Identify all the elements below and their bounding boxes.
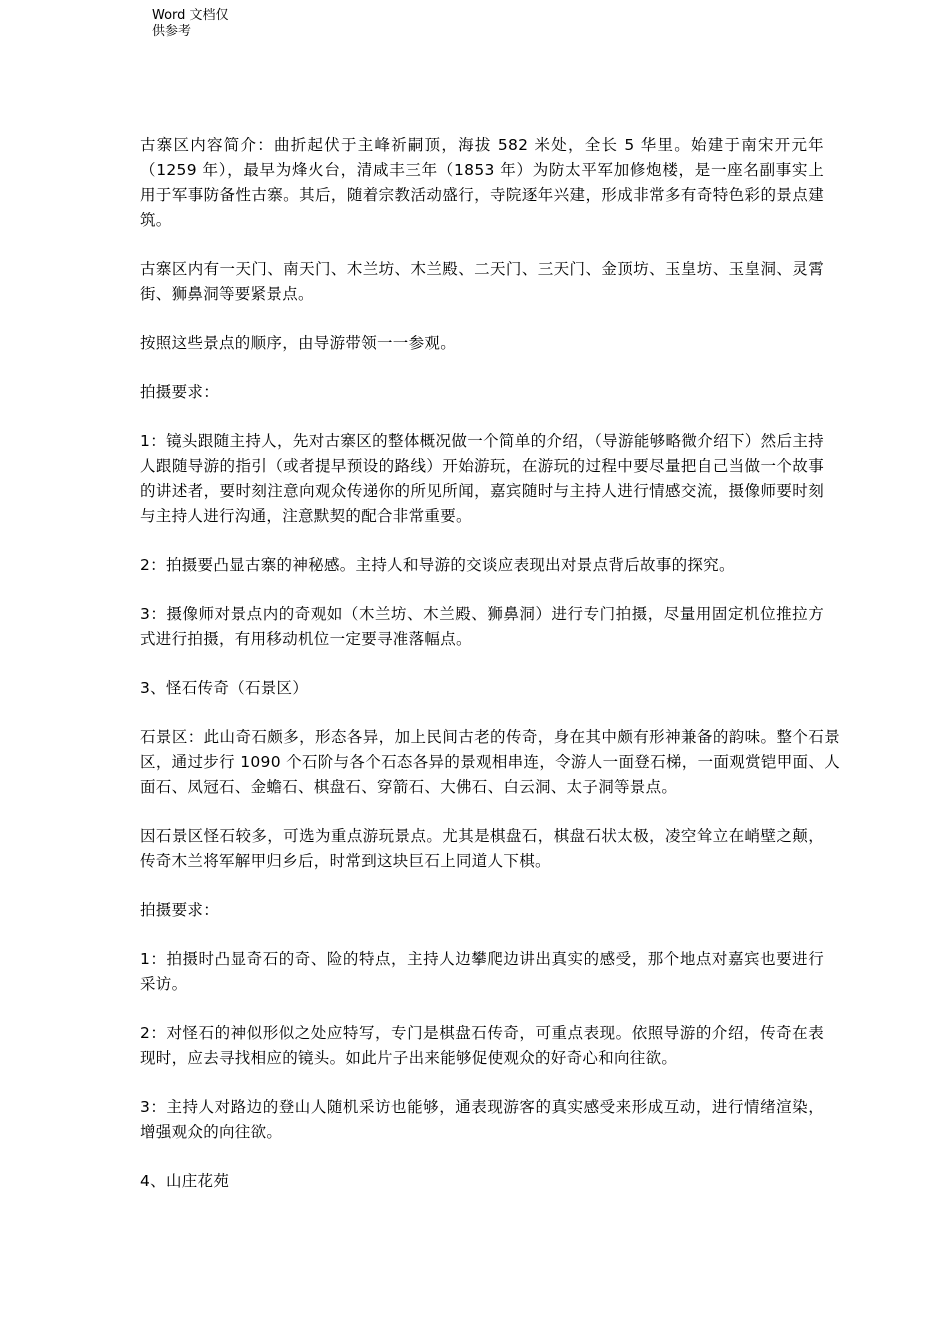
paragraph-requirements-heading-2: 拍摄要求： <box>140 901 220 919</box>
paragraph-stone-area: 石景区：此山奇石颇多，形态各异，加上民间古老的传奇，身在其中颇有形神兼备的韵味。整个石景区，通过步行 1090 个石阶与各个石态各异的景观相串连，令游人一面登石梯，一面观赏铠甲面、人面石、凤冠石、金蟾石、棋盘石、穿箭石、大佛石、白云洞、太子洞等景点。 <box>140 728 840 796</box>
paragraph-intro: 古寨区内容简介：曲折起伏于主峰祈嗣顶，海拔 582 米处，全长 5 华里。始建于南宋开元年（1259 年），最早为烽火台，清咸丰三年（1853 年）为防太平军加修炮楼，是一座名副事实上用于军事防备性古寨。其后，随着宗教活动盛行，寺院逐年兴建，形成非常多有奇特色彩的景点建筑。 <box>140 136 824 229</box>
paragraph-order: 按照这些景点的顺序，由导游带领一一参观。 <box>140 334 457 352</box>
paragraph-requirement-1: 1：镜头跟随主持人，先对古寨区的整体概况做一个简单的介绍，（导游能够略微介绍下）然后主持人跟随导游的指引（或者提早预设的路线）开始游玩，在游玩的过程中要尽量把自己当做一个故事的讲述者，要时刻注意向观众传递你的所见所闻，嘉宾随时与主持人进行情感交流，摄像师要时刻与主持人进行沟通，注意默契的配合非常重要。 <box>140 432 824 525</box>
section-heading-stone: 3、怪石传奇（石景区） <box>140 679 309 697</box>
paragraph-stone-requirement-1: 1：拍摄时凸显奇石的奇、险的特点，主持人边攀爬边讲出真实的感受，那个地点对嘉宾也要进行采访。 <box>140 950 824 993</box>
paragraph-spots: 古寨区内有一天门、南天门、木兰坊、木兰殿、二天门、三天门、金顶坊、玉皇坊、玉皇洞、灵霄街、狮鼻洞等要紧景点。 <box>140 260 824 303</box>
page-header: Word 文档仅供参考 <box>152 8 229 39</box>
paragraph-chessboard-stone: 因石景区怪石较多，可选为重点游玩景点。尤其是棋盘石，棋盘石状太极，凌空耸立在峭壁之颠，传奇木兰将军解甲归乡后，时常到这块巨石上同道人下棋。 <box>140 827 824 870</box>
paragraph-requirements-heading: 拍摄要求： <box>140 383 220 401</box>
paragraph-stone-requirement-3: 3：主持人对路边的登山人随机采访也能够，通表现游客的真实感受来形成互动，进行情绪渲染，增强观众的向往欲。 <box>140 1098 824 1141</box>
section-heading-garden: 4、山庄花苑 <box>140 1172 230 1190</box>
paragraph-requirement-2: 2：拍摄要凸显古寨的神秘感。主持人和导游的交谈应表现出对景点背后故事的探究。 <box>140 556 735 574</box>
paragraph-stone-requirement-2: 2：对怪石的神似形似之处应特写，专门是棋盘石传奇，可重点表现。依照导游的介绍，传奇在表现时，应去寻找相应的镜头。如此片子出来能够促使观众的好奇心和向往欲。 <box>140 1024 824 1067</box>
paragraph-requirement-3: 3：摄像师对景点内的奇观如（木兰坊、木兰殿、狮鼻洞）进行专门拍摄，尽量用固定机位推拉方式进行拍摄，有用移动机位一定要寻准落幅点。 <box>140 605 824 648</box>
document-body <box>140 133 840 1218</box>
